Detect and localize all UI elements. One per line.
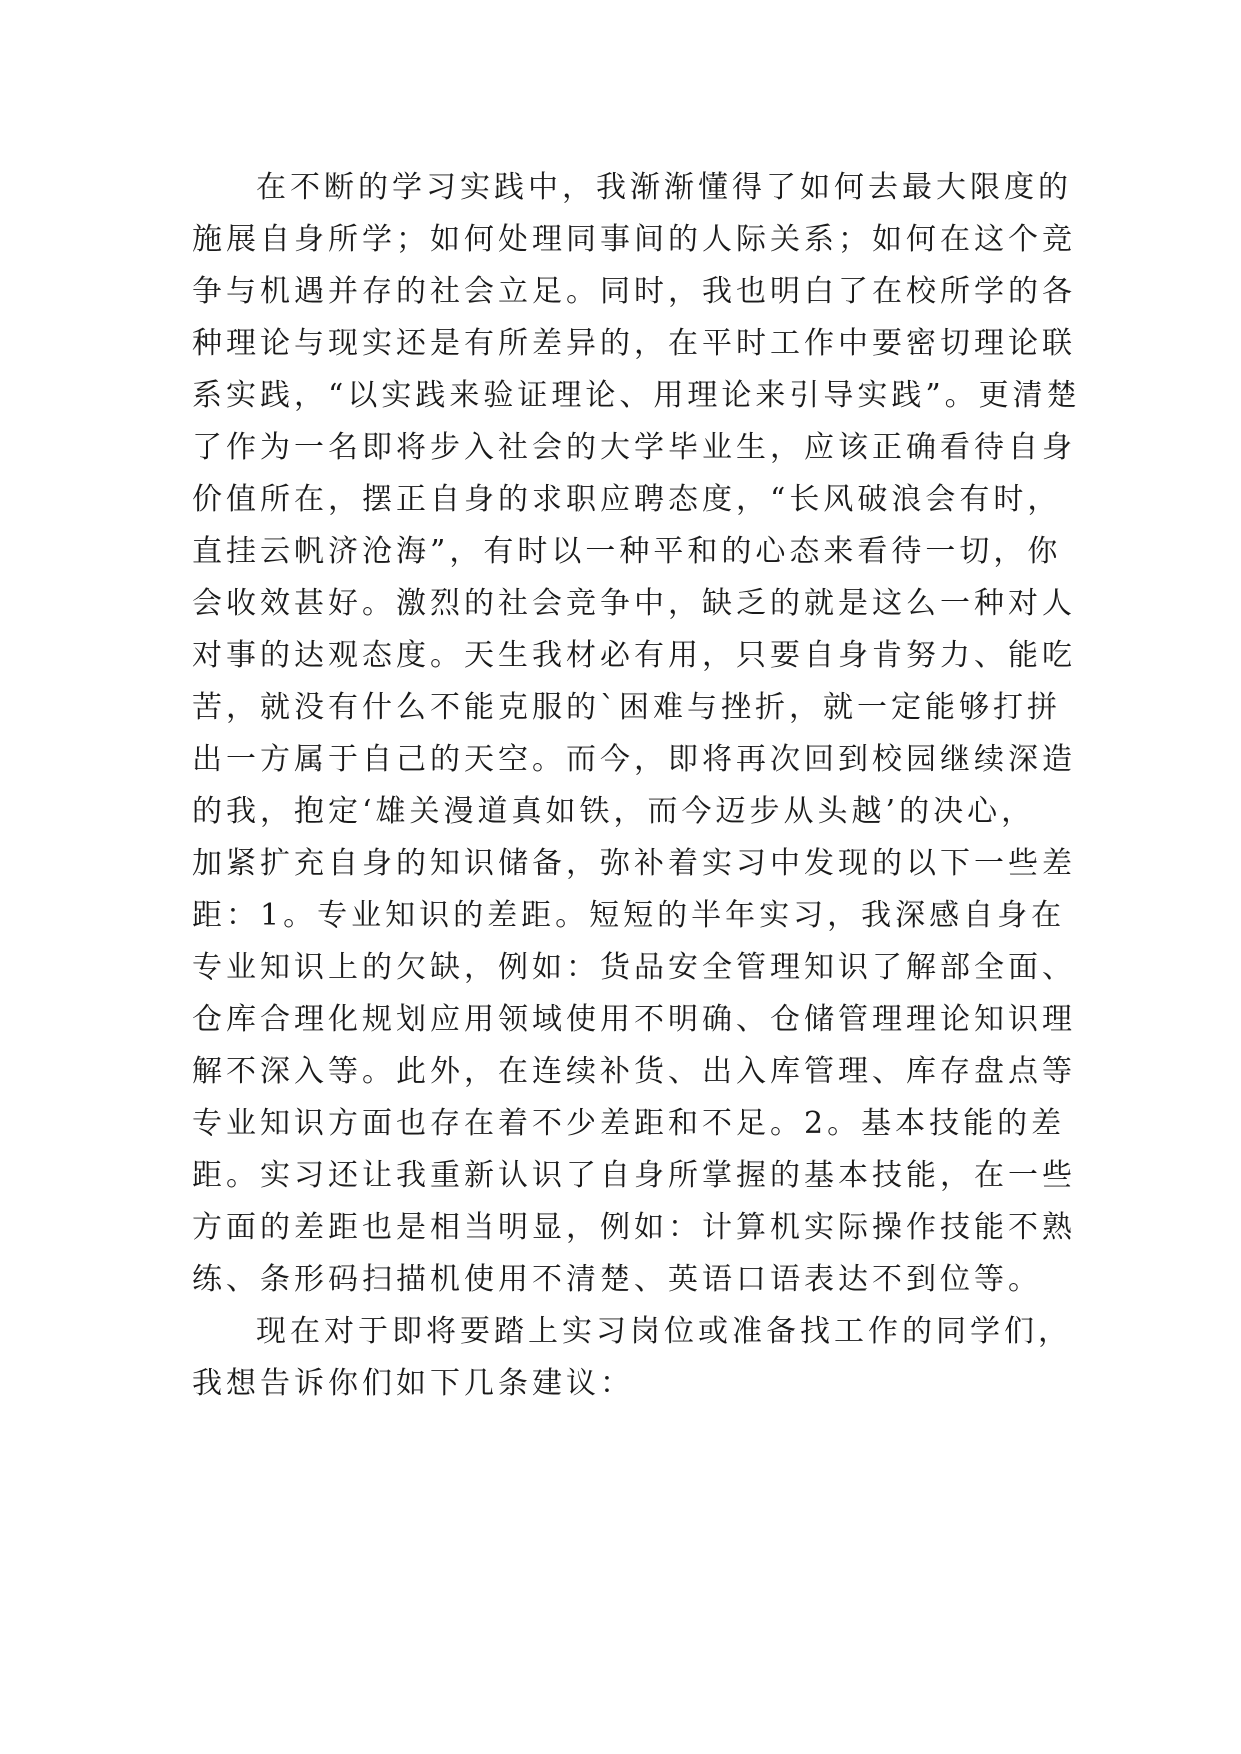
text-line: 会收效甚好。激烈的社会竞争中，缺乏的就是这么一种对人 [192,586,1076,621]
paragraph-internship-reflection [192,162,1081,1306]
text-line: 苦，就没有什么不能克服的`困难与挫折，就一定能够打拼 [192,690,1061,725]
text-line: 距。实习还让我重新认识了自身所掌握的基本技能，在一些 [192,1158,1076,1193]
text-line: 价值所在，摆正自身的求职应聘态度，“长风破浪会有时， [192,482,1062,517]
text-line: 施展自身所学；如何处理同事间的人际关系；如何在这个竞 [192,222,1076,257]
document-body [192,162,1081,1410]
text-line: 专业知识上的欠缺，例如：货品安全管理知识了解部全面、 [192,950,1076,985]
text-line: 了作为一名即将步入社会的大学毕业生，应该正确看待自身 [192,430,1076,465]
text-line: 直挂云帆济沧海”，有时以一种平和的心态来看待一切，你 [192,534,1062,569]
text-line: 出一方属于自己的天空。而今，即将再次回到校园继续深造 [192,742,1076,777]
text-line: 加紧扩充自身的知识储备，弥补着实习中发现的以下一些差 [192,846,1076,881]
text-line: 距：1。专业知识的差距。短短的半年实习，我深感自身在 [192,898,1066,933]
paragraph-advice-intro [192,1306,1072,1410]
text-line: 现在对于即将要踏上实习岗位或准备找工作的同学们， [256,1314,1072,1349]
text-line: 仓库合理化规划应用领域使用不明确、仓储管理理论知识理 [192,1002,1076,1037]
text-line: 在不断的学习实践中，我渐渐懂得了如何去最大限度的 [256,170,1072,205]
text-line: 方面的差距也是相当明显，例如：计算机实际操作技能不熟 [192,1210,1076,1245]
text-line: 的我，抱定‘雄关漫道真如铁，而今迈步从头越’的决心， [192,794,1036,829]
text-line: 种理论与现实还是有所差异的，在平时工作中要密切理论联 [192,326,1076,361]
text-line: 对事的达观态度。天生我材必有用，只要自身肯努力、能吃 [192,638,1076,673]
text-line: 争与机遇并存的社会立足。同时，我也明白了在校所学的各 [192,274,1076,309]
text-line: 系实践，“以实践来验证理论、用理论来引导实践”。更清楚 [192,378,1081,413]
text-line: 练、条形码扫描机使用不清楚、英语口语表达不到位等。 [192,1262,1042,1297]
text-line: 解不深入等。此外，在连续补货、出入库管理、库存盘点等 [192,1054,1076,1089]
text-line: 专业知识方面也存在着不少差距和不足。2。基本技能的差 [192,1106,1066,1141]
text-line: 我想告诉你们如下几条建议： [192,1366,634,1401]
